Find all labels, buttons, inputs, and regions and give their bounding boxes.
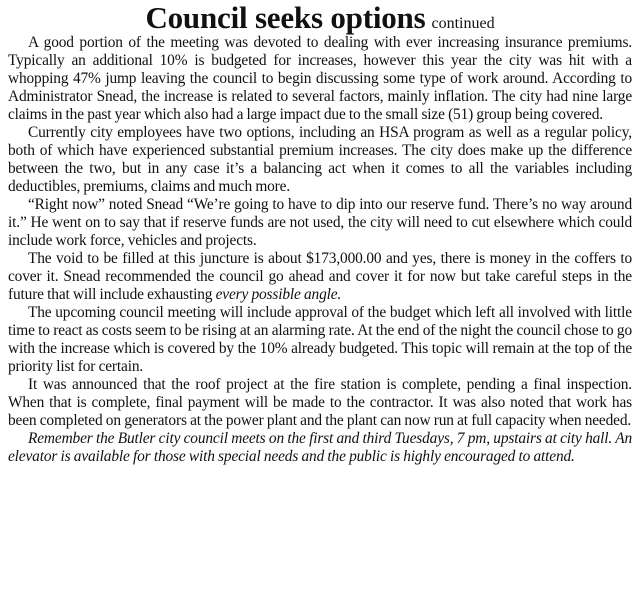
continued-label: continued bbox=[431, 15, 495, 32]
emphasis-text: every possible angle. bbox=[215, 286, 342, 303]
paragraph-budget-approval: The upcoming council meeting will include approval of the budget which left all involved with little time to react as costs seem to be rising at an alarming rate. At the end of the night the council chose to go with the increase which is covered by the 10% already budgeted. This topic will remain at the top of the priority list for certain. bbox=[8, 304, 632, 375]
closing-note: Remember the Butler city council meets on the first and third Tuesdays, 7 pm, upstairs at city hall. An elevator is available for those with special needs and the public is highly encouraged to attend. bbox=[8, 430, 632, 465]
paragraph-employee-options: Currently city employees have two options, including an HSA program as well as a regular policy, both of which have experienced substantial premium increases. The city does make up the difference between the two, but in any case it’s a balancing act when it comes to all the variables including deductibles, premiums, claims and much more. bbox=[8, 124, 632, 195]
paragraph-insurance-premiums: A good portion of the meeting was devoted to dealing with ever increasing insurance premiums. Typically an additional 10% is budgeted for increases, however this year the city was hit with a whopping 47% jump leaving the council to begin discussing some type of work around. According to Administrator Snead, the increase is related to several factors, mainly inflation. The city had nine large claims in the past year which also had a large impact due to the small size (51) group being covered. bbox=[8, 34, 632, 123]
headline: Council seeks options bbox=[145, 0, 426, 35]
headline-row bbox=[8, 2, 632, 33]
paragraph-funding-void: The void to be filled at this juncture is about $173,000.00 and yes, there is money in the coffers to cover it. Snead recommended the council go ahead and cover it for now but take careful steps in the future that will include exhausting every possible angle. bbox=[8, 250, 632, 303]
paragraph-projects-update: It was announced that the roof project at the fire station is complete, pending a final inspection. When that is complete, final payment will be made to the contractor. It was also noted that work has been completed on generators at the power plant and the plant can now run at full capacity when needed. bbox=[8, 376, 632, 429]
paragraph-reserve-fund-quote: “Right now” noted Snead “We’re going to have to dip into our reserve fund. There’s no way around it.” He went on to say that if reserve funds are not used, the city will need to cut elsewhere which could include work force, vehicles and projects. bbox=[8, 196, 632, 249]
